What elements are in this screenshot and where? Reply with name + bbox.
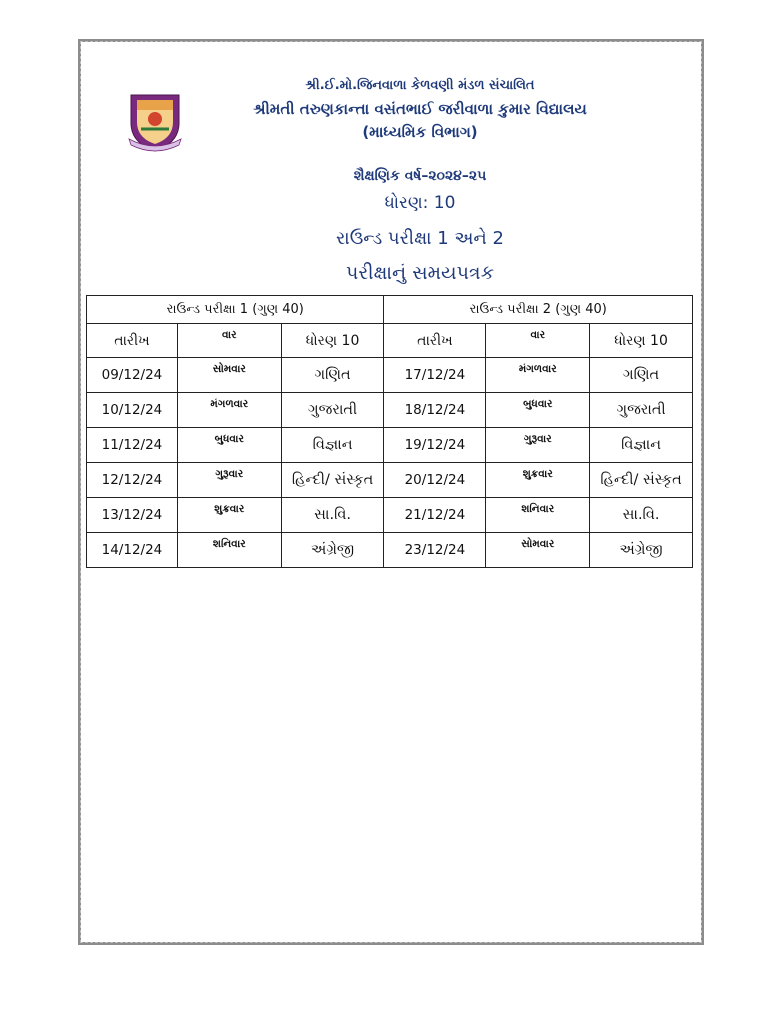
col-subject: ધોરણ 10	[281, 324, 384, 358]
day-cell: શનિવાર	[177, 533, 281, 568]
timetable-title: પરીક્ષાનું સમયપત્રક	[345, 262, 495, 284]
exam-title: રાઉન્ડ પરીક્ષા 1 અને 2	[335, 228, 505, 249]
round2-header: રાઉન્ડ પરીક્ષા 2 (ગુણ 40)	[384, 296, 693, 324]
table-row	[87, 428, 693, 463]
col-date: તારીખ	[87, 324, 178, 358]
day-cell: શુક્રવાર	[177, 498, 281, 533]
day-cell: ગુરૂવાર	[177, 463, 281, 498]
subject-cell: ગુજરાતી	[281, 393, 384, 428]
academic-year: શૈક્ષણિક વર્ષ–૨૦૨૪–૨૫	[353, 168, 487, 184]
date-cell: 23/12/24	[384, 533, 486, 568]
school-crest-logo	[127, 89, 183, 155]
subject-cell: વિજ્ઞાન	[281, 428, 384, 463]
date-cell: 18/12/24	[384, 393, 486, 428]
exam-timetable	[86, 295, 693, 568]
subject-cell: અંગ્રેજી	[590, 533, 693, 568]
subject-cell: સા.વિ.	[281, 498, 384, 533]
trust-name: શ્રી.ઈ.મો.જિનવાળા કેળવણી મંડળ સંચાલિત	[305, 78, 535, 93]
day-cell: મંગળવાર	[486, 358, 590, 393]
round1-header: રાઉન્ડ પરીક્ષા 1 (ગુણ 40)	[87, 296, 384, 324]
day-cell: સોમવાર	[177, 358, 281, 393]
subject-cell: હિન્દી/ સંસ્કૃત	[590, 463, 693, 498]
date-cell: 20/12/24	[384, 463, 486, 498]
date-cell: 12/12/24	[87, 463, 178, 498]
date-cell: 19/12/24	[384, 428, 486, 463]
table-row	[87, 463, 693, 498]
subject-cell: ગણિત	[590, 358, 693, 393]
subject-cell: હિન્દી/ સંસ્કૃત	[281, 463, 384, 498]
day-cell: ગુરૂવાર	[486, 428, 590, 463]
date-cell: 10/12/24	[87, 393, 178, 428]
section-name: (માધ્યમિક વિભાગ)	[362, 123, 478, 141]
subject-cell: ગણિત	[281, 358, 384, 393]
col-date: તારીખ	[384, 324, 486, 358]
date-cell: 13/12/24	[87, 498, 178, 533]
date-cell: 17/12/24	[384, 358, 486, 393]
day-cell: બુધવાર	[486, 393, 590, 428]
day-cell: શુક્રવાર	[486, 463, 590, 498]
date-cell: 14/12/24	[87, 533, 178, 568]
table-row	[87, 533, 693, 568]
subject-cell: ગુજરાતી	[590, 393, 693, 428]
day-cell: બુધવાર	[177, 428, 281, 463]
table-row	[87, 358, 693, 393]
table-row	[87, 393, 693, 428]
school-name: શ્રીમતી તરુણકાન્તા વસંતભાઈ જરીવાળા કુમાર વિદ્યાલય	[253, 100, 587, 118]
day-cell: મંગળવાર	[177, 393, 281, 428]
subject-cell: સા.વિ.	[590, 498, 693, 533]
standard-label: ધોરણ: 10	[384, 193, 456, 213]
subject-cell: વિજ્ઞાન	[590, 428, 693, 463]
date-cell: 09/12/24	[87, 358, 178, 393]
table-row	[87, 498, 693, 533]
day-cell: શનિવાર	[486, 498, 590, 533]
date-cell: 21/12/24	[384, 498, 486, 533]
col-day: વાર	[486, 324, 590, 358]
subject-cell: અંગ્રેજી	[281, 533, 384, 568]
col-subject: ધોરણ 10	[590, 324, 693, 358]
col-day: વાર	[177, 324, 281, 358]
day-cell: સોમવાર	[486, 533, 590, 568]
date-cell: 11/12/24	[87, 428, 178, 463]
